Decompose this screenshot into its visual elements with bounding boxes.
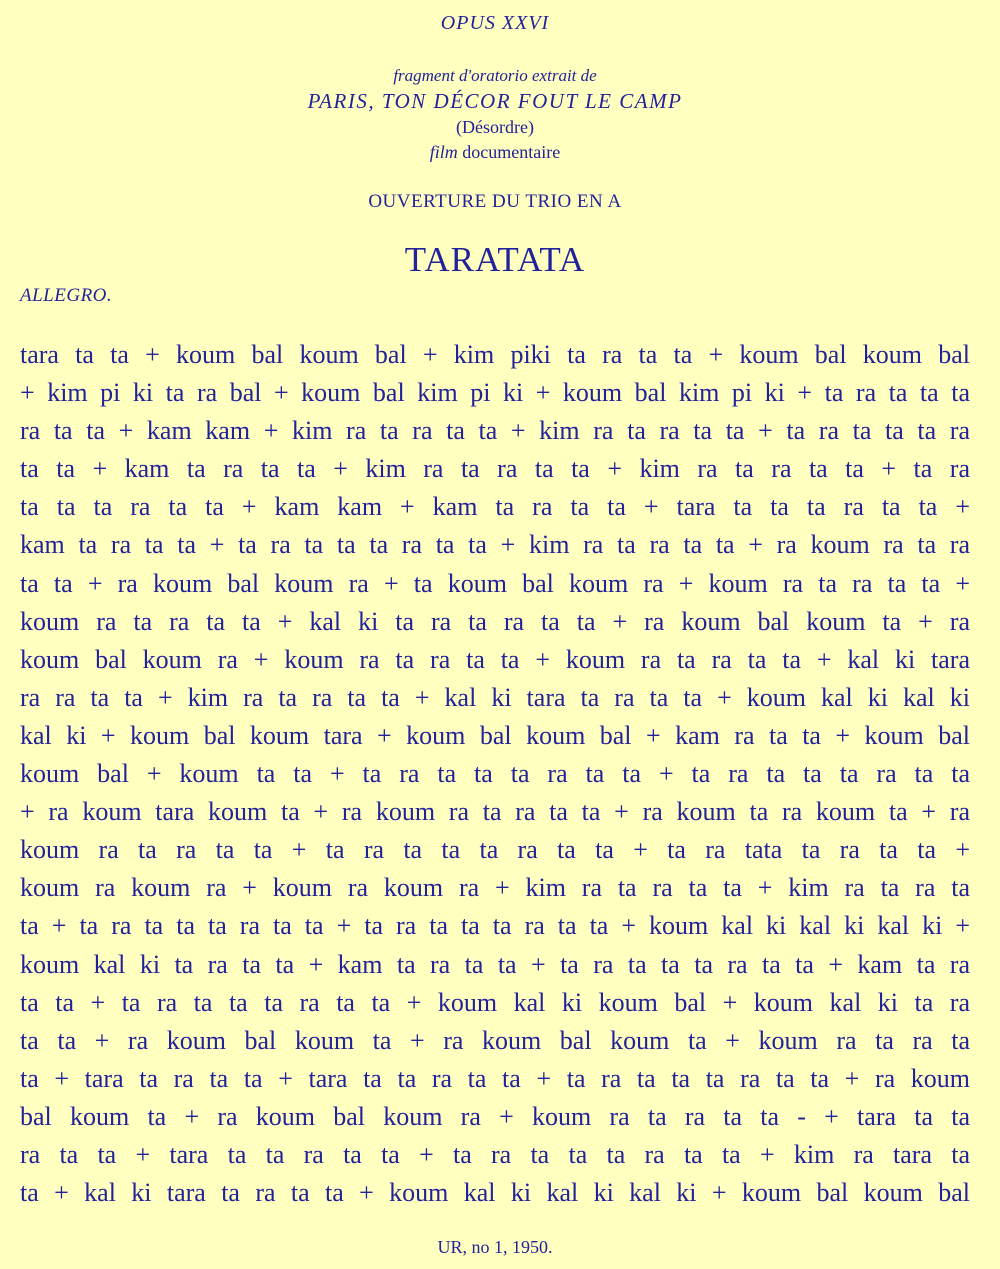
poem-line: + ra koum tara koum ta + ra koum ra ta ra ta ta + ra koum ta ra koum ta + ra	[20, 797, 970, 827]
poem-body	[20, 336, 970, 1212]
poem-line: ra ta ta + kam kam + kim ra ta ra ta ta + kim ra ta ra ta ta + ta ra ta ta ta ra	[20, 416, 970, 446]
poem-line: ta ta ta ra ta ta + kam kam + kam ta ra ta ta + tara ta ta ta ra ta ta +	[20, 492, 970, 522]
poem-line: koum bal + koum ta ta + ta ra ta ta ta ra ta ta + ta ra ta ta ta ra ta ta	[20, 759, 970, 789]
poem-line: ta ta + ra koum bal koum ta + ra koum bal koum ta + koum ra ta ra ta	[20, 1025, 970, 1055]
subtitle: (Désordre)	[456, 117, 534, 137]
poem-line: ta + ta ra ta ta ta ra ta ta + ta ra ta ta ta ra ta ta + koum kal ki kal ki kal ki +	[20, 911, 970, 941]
poem-line: + kim pi ki ta ra bal + koum bal kim pi ki + koum bal kim pi ki + ta ra ta ta ta	[20, 378, 970, 408]
poem-line: bal koum ta + ra koum bal koum ra + koum ra ta ra ta ta - + tara ta ta	[20, 1101, 970, 1131]
page-title: TARATATA	[404, 240, 586, 279]
poem-line: kal ki + koum bal koum tara + koum bal koum bal + kam ra ta ta + koum bal	[20, 720, 970, 750]
poem-line: ra ra ta ta + kim ra ta ra ta ta + kal ki tara ta ra ta ta + koum kal ki kal ki	[20, 682, 970, 712]
poem-line: ta + tara ta ra ta ta + tara ta ta ra ta ta + ta ra ta ta ta ra ta ta + ra koum	[20, 1063, 970, 1093]
overture-heading: OUVERTURE DU TRIO EN A	[368, 191, 622, 212]
poem-line: koum ra ta ra ta ta + ta ra ta ta ta ra ta ta + ta ra tata ta ra ta ta +	[20, 835, 970, 865]
opus-number: OPUS XXVI	[440, 12, 550, 34]
poem-line: ta + kal ki tara ta ra ta ta + koum kal ki kal ki kal ki + koum bal koum bal	[20, 1178, 970, 1208]
film-rest: documentaire	[457, 142, 561, 162]
poem-line: ta ta + kam ta ra ta ta + kim ra ta ra ta ta + kim ra ta ra ta ta + ta ra	[20, 454, 970, 484]
poem-line: ra ta ta + tara ta ta ra ta ta + ta ra ta ta ta ra ta ta + kim ra tara ta	[20, 1139, 970, 1169]
work-title: PARIS, TON DÉCOR FOUT LE CAMP	[307, 89, 683, 113]
poem-line: ta ta + ra koum bal koum ra + ta koum bal koum ra + koum ra ta ra ta ta +	[20, 568, 970, 598]
tempo-marking: ALLEGRO.	[20, 285, 113, 306]
film-word: film	[429, 142, 458, 162]
poem-line: koum ra koum ra + koum ra koum ra + kim ra ta ra ta ta + kim ra ta ra ta	[20, 873, 970, 903]
poem-line: koum kal ki ta ra ta ta + kam ta ra ta ta + ta ra ta ta ta ra ta ta + kam ta ra	[20, 949, 970, 979]
film-note	[0, 142, 990, 163]
poem-line: ta ta + ta ra ta ta ta ra ta ta + koum kal ki koum bal + koum kal ki ta ra	[20, 987, 970, 1017]
poem-line: koum ra ta ra ta ta + kal ki ta ra ta ra ta ta + ra koum bal koum ta + ra	[20, 606, 970, 636]
poem-line: tara ta ta + koum bal koum bal + kim piki ta ra ta ta + koum bal koum bal	[20, 340, 970, 369]
poem-line: koum bal koum ra + koum ra ta ra ta ta + koum ra ta ra ta ta + kal ki tara	[20, 644, 970, 674]
source-citation: UR, no 1, 1950.	[437, 1237, 553, 1257]
fragment-note: fragment d'oratorio extrait de	[393, 66, 597, 85]
poem-line: kam ta ra ta ta + ta ra ta ta ta ra ta ta + kim ra ta ra ta ta + ra koum ra ta ra	[20, 530, 970, 560]
